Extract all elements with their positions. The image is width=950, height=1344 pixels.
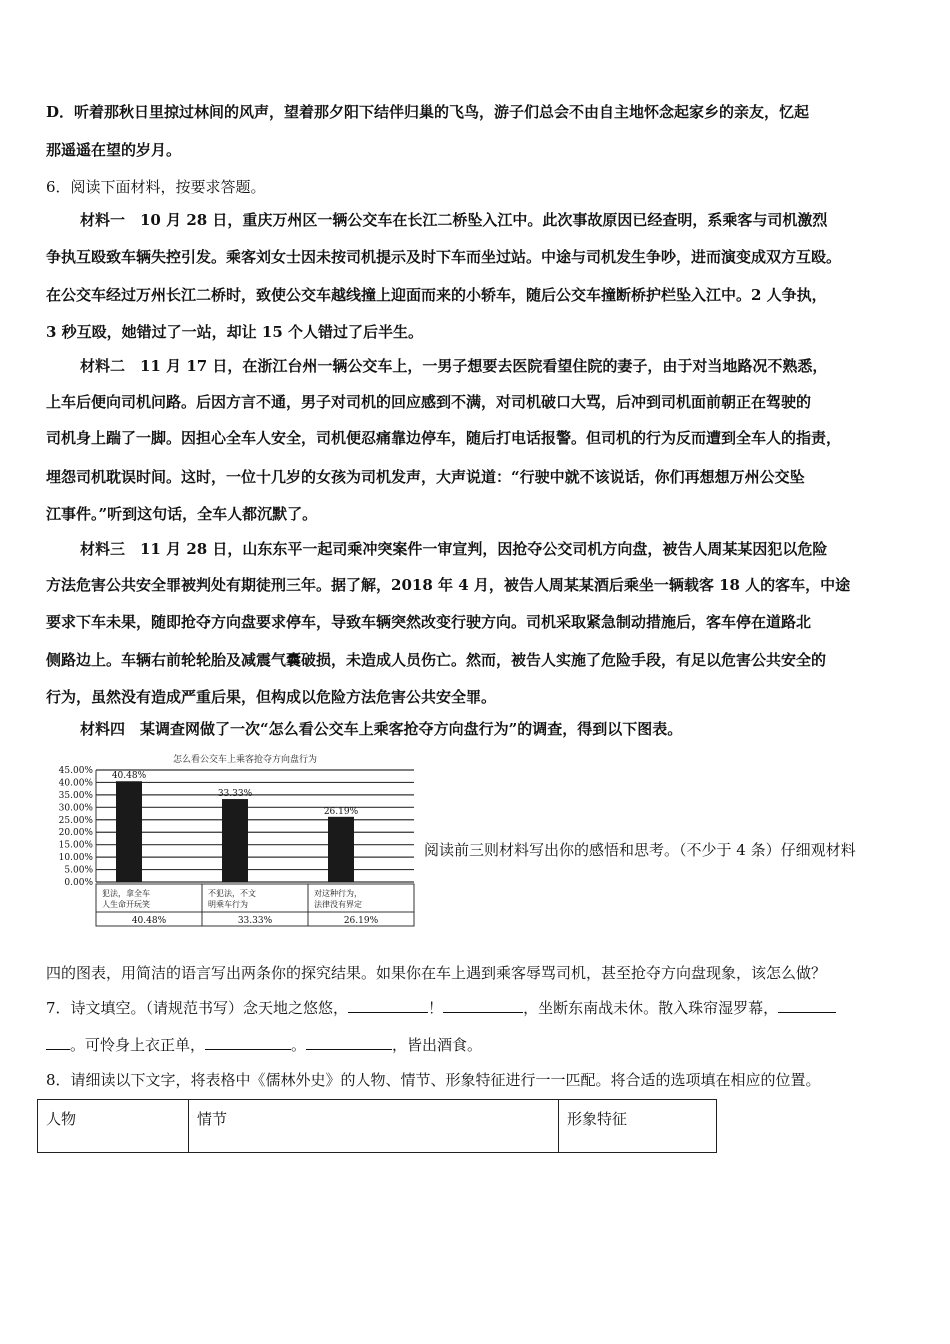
y-tick-label: 10.00% — [58, 853, 93, 864]
material1-line: 3 秒互殴，她错过了一站，却让 15 个人错过了后半生。 — [46, 323, 423, 341]
q7-text: ，坐断东南战未休。散入珠帘湿罗幕， — [523, 999, 779, 1017]
bar — [222, 799, 248, 882]
survey-chart — [58, 752, 420, 932]
y-tick-label: 15.00% — [58, 840, 93, 851]
bar-data-label: 40.48% — [111, 771, 147, 782]
table-header-trait: 形象特征 — [559, 1100, 717, 1153]
category-label: 犯法，拿全车 — [102, 889, 150, 898]
y-tick-label: 25.00% — [58, 815, 93, 826]
category-value-label: 40.48% — [131, 916, 167, 926]
bar-data-label: 33.33% — [217, 789, 253, 800]
table-header-plot: 情节 — [189, 1100, 559, 1153]
material2-line: 上车后便向司机问路。后因方言不通，男子对司机的回应感到不满，对司机破口大骂，后冲到司机面前朝正在驾驶的 — [46, 393, 812, 411]
q7-blank-4[interactable] — [205, 1034, 291, 1050]
q7-text: 。可怜身上衣正单， — [70, 1036, 206, 1054]
q7-text: ！ — [428, 999, 444, 1017]
material3-line: 行为，虽然没有造成严重后果，但构成以危险方法危害公共安全罪。 — [46, 688, 497, 706]
y-tick-label: 5.00% — [64, 865, 93, 876]
table-row — [38, 1100, 717, 1153]
q7-line2 — [46, 1034, 482, 1055]
y-tick-label: 35.00% — [58, 790, 93, 801]
category-label: 人生命开玩笑 — [102, 900, 150, 909]
category-label: 法律没有界定 — [314, 900, 362, 909]
table-header-person: 人物 — [38, 1100, 189, 1153]
q7-text: ，皆出酒食。 — [392, 1036, 483, 1054]
material2-line: 江事件。”听到这句话，全车人都沉默了。 — [46, 505, 318, 523]
category-value-label: 26.19% — [343, 916, 379, 926]
category-label: 明乘车行为 — [208, 900, 248, 909]
material1-line: 在公交车经过万州长江二桥时，致使公交车越线撞上迎面而来的小轿车，随后公交车撞断桥护栏坠入江中。2 人争执， — [46, 286, 827, 304]
option-d-label: D． — [46, 103, 75, 121]
option-d-line2: 那遥遥在望的岁月。 — [46, 141, 182, 159]
option-d-text: 听着那秋日里掠过林间的风声，望着那夕阳下结伴归巢的飞鸟，游子们总会不由自主地怀念起家乡的亲友，忆起 — [74, 103, 810, 121]
q7-blank-1[interactable] — [348, 997, 428, 1013]
material1-line: 材料一 10 月 28 日，重庆万州区一辆公交车在长江二桥坠入江中。此次事故原因已经查明，系乘客与司机激烈 — [80, 211, 828, 229]
y-tick-label: 40.00% — [58, 778, 93, 789]
q7-blank-3[interactable] — [778, 997, 836, 1013]
material2-line: 材料二 11 月 17 日，在浙江台州一辆公交车上，一男子想要去医院看望住院的妻子，由于对当地路况不熟悉， — [80, 357, 828, 375]
q7-blank-3-cont[interactable] — [46, 1034, 70, 1050]
chart-title: 怎么看公交车上乘客抢夺方向盘行为 — [172, 755, 318, 765]
q6-task-line1: 阅读前三则材料写出你的感悟和思考。（不少于 4 条）仔细观材料 — [424, 841, 856, 859]
survey-chart-svg — [58, 752, 420, 932]
q7-blank-5[interactable] — [306, 1034, 392, 1050]
material3-line: 方法危害公共安全罪被判处有期徒刑三年。据了解，2018 年 4 月，被告人周某某酒后乘坐一辆载客 18 人的客车，中途 — [46, 576, 851, 594]
y-tick-label: 45.00% — [58, 766, 93, 776]
y-tick-label: 0.00% — [64, 878, 93, 888]
material3-line: 材料三 11 月 28 日，山东东平一起司乘冲突案件一审宣判，因抢夺公交司机方向盘，被告人周某某因犯以危险 — [80, 540, 828, 558]
q7-prefix: 7．诗文填空。（请规范书写）念天地之悠悠， — [46, 999, 349, 1017]
bar — [116, 781, 142, 882]
y-tick-label: 30.00% — [58, 803, 93, 814]
material2-line: 埋怨司机耽误时间。这时，一位十几岁的女孩为司机发声，大声说道：“行驶中就不该说话，你们再想想万州公交坠 — [46, 468, 805, 486]
material4-line: 材料四 某调查网做了一次“怎么看公交车上乘客抢夺方向盘行为”的调查，得到以下图表。 — [80, 720, 683, 738]
material3-line: 要求下车未果，随即抢夺方向盘要求停车，导致车辆突然改变行驶方向。司机采取紧急制动措施后，客车停在道路北 — [46, 613, 812, 631]
q7-text: 。 — [291, 1036, 307, 1054]
q6-task-line2: 四的图表，用简洁的语言写出两条你的探究结果。如果你在车上遇到乘客辱骂司机，甚至抢夺方向盘现象，该怎么做？ — [46, 964, 827, 982]
q7-line1 — [46, 997, 836, 1018]
material3-line: 侧路边上。车辆右前轮轮胎及减震气囊破损，未造成人员伤亡。然而，被告人实施了危险手段，有足以危害公共安全的 — [46, 651, 827, 669]
option-d-line1 — [46, 102, 809, 122]
q6-title: 6．阅读下面材料，按要求答题。 — [46, 178, 266, 196]
material2-line: 司机身上踹了一脚。因担心全车人安全，司机便忍痛靠边停车，随后打电话报警。但司机的行为反而遭到全车人的指责， — [46, 429, 842, 447]
bar-data-label: 26.19% — [323, 806, 359, 817]
category-label: 对这种行为， — [314, 889, 362, 898]
category-value-label: 33.33% — [237, 916, 273, 926]
category-label: 不犯法，不文 — [208, 889, 256, 898]
q8-text: 8．请细读以下文字，将表格中《儒林外史》的人物、情节、形象特征进行一一匹配。将合适的选项填在相应的位置。 — [46, 1071, 821, 1089]
bar — [328, 817, 354, 882]
y-tick-label: 20.00% — [58, 828, 93, 839]
q8-table — [37, 1099, 717, 1153]
q7-blank-2[interactable] — [443, 997, 523, 1013]
material1-line: 争执互殴致车辆失控引发。乘客刘女士因未按司机提示及时下车而坐过站。中途与司机发生争吵，进而演变成双方互殴。 — [46, 248, 842, 266]
